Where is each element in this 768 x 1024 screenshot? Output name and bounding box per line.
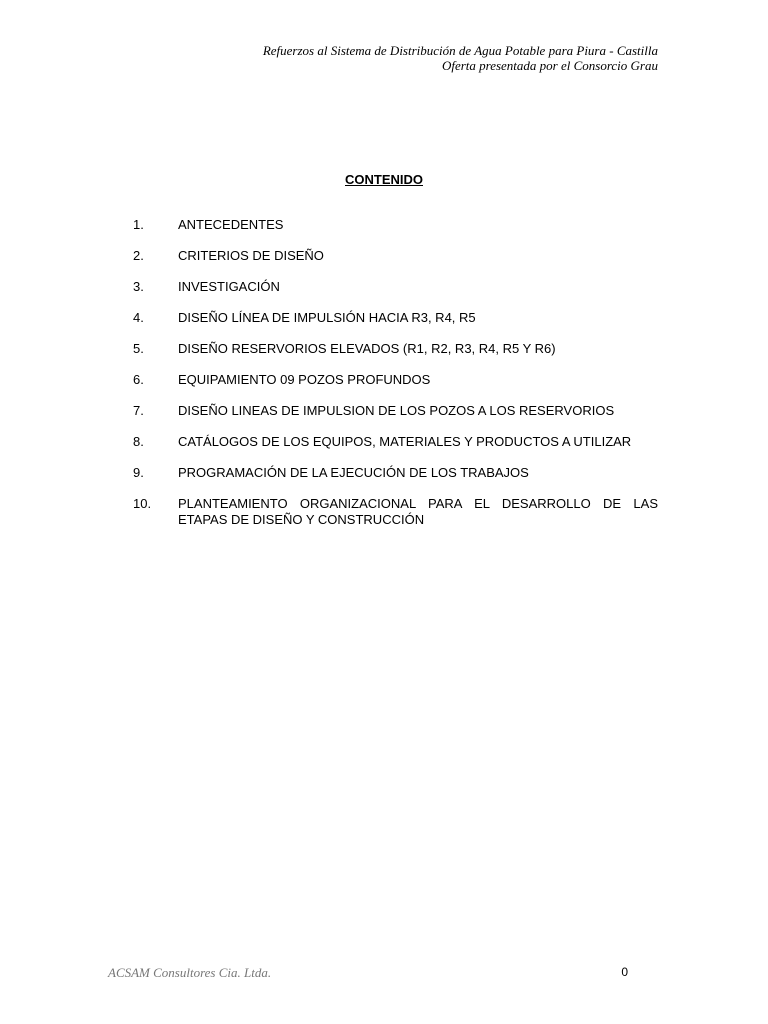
toc-item	[133, 248, 658, 264]
toc-item	[133, 279, 658, 295]
toc-item-number: 4.	[133, 310, 144, 325]
toc-item	[133, 372, 658, 388]
toc-item-number: 5.	[133, 341, 144, 356]
toc-item	[133, 310, 658, 326]
toc-item-label: DISEÑO LÍNEA DE IMPULSIÓN HACIA R3, R4, R5	[178, 310, 476, 325]
toc-item-number: 6.	[133, 372, 144, 387]
toc-item	[133, 341, 658, 357]
toc-item	[133, 434, 658, 450]
toc-item	[133, 217, 658, 233]
toc-item-number: 8.	[133, 434, 144, 449]
toc-item-label: CRITERIOS DE DISEÑO	[178, 248, 324, 263]
header-project-title: Refuerzos al Sistema de Distribución de Agua Potable para Piura - Castilla	[262, 43, 658, 58]
toc-item-label: ANTECEDENTES	[178, 217, 284, 232]
page-title: CONTENIDO	[345, 172, 423, 187]
toc-item-number: 7.	[133, 403, 144, 418]
toc-item	[133, 496, 658, 528]
toc-item-number: 2.	[133, 248, 144, 263]
toc-item-label: CATÁLOGOS DE LOS EQUIPOS, MATERIALES Y PRODUCTOS A UTILIZAR	[178, 434, 632, 449]
footer-company-name: ACSAM Consultores Cia. Ltda.	[108, 965, 272, 980]
table-of-contents	[133, 217, 658, 543]
toc-item-label: EQUIPAMIENTO 09 POZOS PROFUNDOS	[178, 372, 431, 387]
page-header	[263, 43, 658, 73]
toc-item-label: PROGRAMACIÓN DE LA EJECUCIÓN DE LOS TRABAJOS	[178, 465, 529, 480]
page-footer	[108, 964, 628, 981]
toc-item	[133, 403, 658, 419]
toc-item-label: DISEÑO LINEAS DE IMPULSION DE LOS POZOS A LOS RESERVORIOS	[178, 403, 615, 418]
toc-item-label: DISEÑO RESERVORIOS ELEVADOS (R1, R2, R3, R4, R5 Y R6)	[178, 341, 556, 356]
toc-item-number: 1.	[133, 217, 144, 232]
toc-item-label: INVESTIGACIÓN	[178, 279, 280, 294]
toc-item	[133, 465, 658, 481]
header-offer-line: Oferta presentada por el Consorcio Grau	[441, 58, 658, 73]
toc-item-number: 10.	[133, 496, 152, 511]
toc-item-number: 3.	[133, 279, 144, 294]
page-number: 0	[621, 965, 628, 979]
toc-item-number: 9.	[133, 465, 144, 480]
toc-item-label: PLANTEAMIENTO ORGANIZACIONAL PARA EL DESARROLLO DE LAS ETAPAS DE DISEÑO Y CONSTRUCCIÓN	[178, 496, 658, 527]
